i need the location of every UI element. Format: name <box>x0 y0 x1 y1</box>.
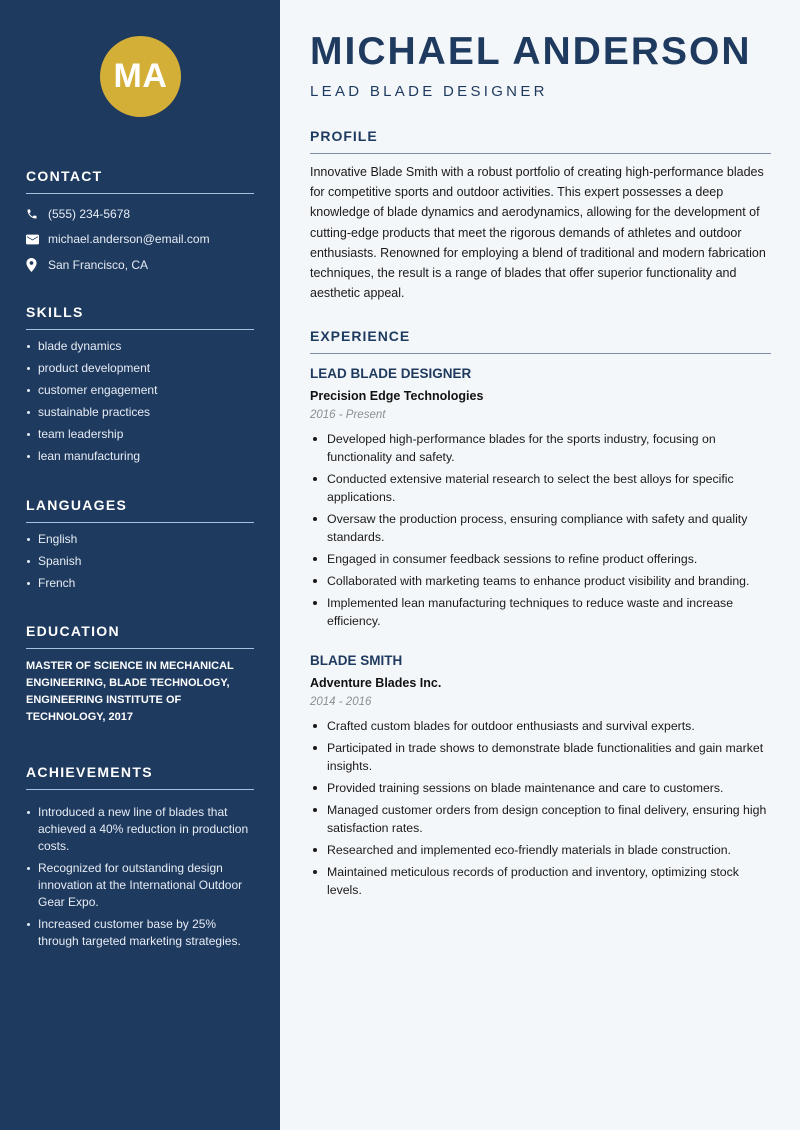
achievements-heading: ACHIEVEMENTS <box>26 764 254 790</box>
location-text: San Francisco, CA <box>48 257 149 272</box>
skill-item: sustainable practices <box>26 404 254 421</box>
languages-section <box>26 497 254 597</box>
job-bullet: Crafted custom blades for outdoor enthusiasts and survival experts. <box>310 717 771 735</box>
job-bullet: Provided training sessions on blade maintenance and care to customers. <box>310 779 771 797</box>
languages-list <box>26 531 254 592</box>
skill-item: blade dynamics <box>26 338 254 355</box>
job-bullet: Collaborated with marketing teams to enhance product visibility and branding. <box>310 572 771 590</box>
job-bullet: Implemented lean manufacturing techniques to reduce waste and increase efficiency. <box>310 594 771 630</box>
education-entry: MASTER OF SCIENCE IN MECHANICAL ENGINEERING, BLADE TECHNOLOGY, ENGINEERING INSTITUTE OF TECHNOLOGY, 2017 <box>26 660 234 723</box>
experience-heading: EXPERIENCE <box>310 328 771 354</box>
job-bullet: Oversaw the production process, ensuring compliance with safety and quality standards. <box>310 510 771 546</box>
phone-text: (555) 234-5678 <box>48 206 131 221</box>
job-bullet: Participated in trade shows to demonstrate blade functionalities and gain market insights. <box>310 739 771 775</box>
contact-section <box>26 168 254 278</box>
achievement-item: Increased customer base by 25% through targeted marketing strategies. <box>26 916 254 950</box>
job-company: Adventure Blades Inc. <box>310 676 442 690</box>
profile-section <box>310 128 771 303</box>
email-icon <box>26 234 48 245</box>
languages-heading: LANGUAGES <box>26 497 254 523</box>
achievement-item: Recognized for outstanding design innovation at the International Outdoor Gear Expo. <box>26 860 254 911</box>
job-bullet: Conducted extensive material research to select the best alloys for specific applications. <box>310 470 771 506</box>
education-heading: EDUCATION <box>26 623 254 649</box>
job-title: BLADE SMITH <box>310 653 403 668</box>
achievement-item: Introduced a new line of blades that achieved a 40% reduction in production costs. <box>26 804 254 855</box>
location-pin-icon <box>26 258 48 272</box>
candidate-name: MICHAEL ANDERSON <box>310 30 752 73</box>
main-content <box>280 0 800 1130</box>
job-dates: 2016 - Present <box>310 409 386 421</box>
skills-section <box>26 304 254 470</box>
skill-item: team leadership <box>26 426 254 443</box>
language-item: French <box>26 575 254 592</box>
contact-email <box>26 227 254 253</box>
job-bullet: Engaged in consumer feedback sessions to refine product offerings. <box>310 550 771 568</box>
job-dates: 2014 - 2016 <box>310 696 372 708</box>
job-title: LEAD BLADE DESIGNER <box>310 366 472 381</box>
language-item: English <box>26 531 254 548</box>
skill-item: customer engagement <box>26 382 254 399</box>
job-bullet: Developed high-performance blades for the sports industry, focusing on functionality and safety. <box>310 430 771 466</box>
contact-heading: CONTACT <box>26 168 254 194</box>
achievements-section <box>26 764 254 955</box>
job-company: Precision Edge Technologies <box>310 389 484 403</box>
skill-item: lean manufacturing <box>26 448 254 465</box>
email-text: michael.anderson@email.com <box>48 232 210 247</box>
job-bullet: Researched and implemented eco-friendly materials in blade construction. <box>310 841 771 859</box>
avatar <box>100 36 181 117</box>
job-bullet: Maintained meticulous records of production and inventory, optimizing stock levels. <box>310 863 771 899</box>
phone-icon <box>26 208 48 220</box>
contact-phone <box>26 201 254 227</box>
job-bullets <box>310 430 771 630</box>
skills-list <box>26 338 254 465</box>
achievements-list <box>26 804 254 950</box>
education-section <box>26 623 254 726</box>
job-bullets <box>310 717 771 899</box>
profile-summary: Innovative Blade Smith with a robust portfolio of creating high-performance blades for competitive sports and outdoor activities. This expert possesses a deep knowledge of blade dynamics and aerodynamics, allowing for the development of cutting-edge products that meet the rigorous demands of athletes and outdoor enthusiasts. Renowned for employing a blend of traditional and modern fabrication techniques, the result is a range of blades that offer superior functionality and aesthetic appeal. <box>310 165 766 301</box>
skills-heading: SKILLS <box>26 304 254 330</box>
avatar-initials: MA <box>113 57 168 95</box>
job-entry <box>310 653 771 903</box>
job-entry <box>310 366 771 634</box>
job-bullet: Managed customer orders from design conception to final delivery, ensuring high satisfaction rates. <box>310 801 771 837</box>
skill-item: product development <box>26 360 254 377</box>
language-item: Spanish <box>26 553 254 570</box>
sidebar <box>0 0 280 1130</box>
experience-section <box>310 328 771 354</box>
candidate-title: LEAD BLADE DESIGNER <box>310 83 548 100</box>
contact-location <box>26 252 254 278</box>
profile-heading: PROFILE <box>310 128 771 154</box>
